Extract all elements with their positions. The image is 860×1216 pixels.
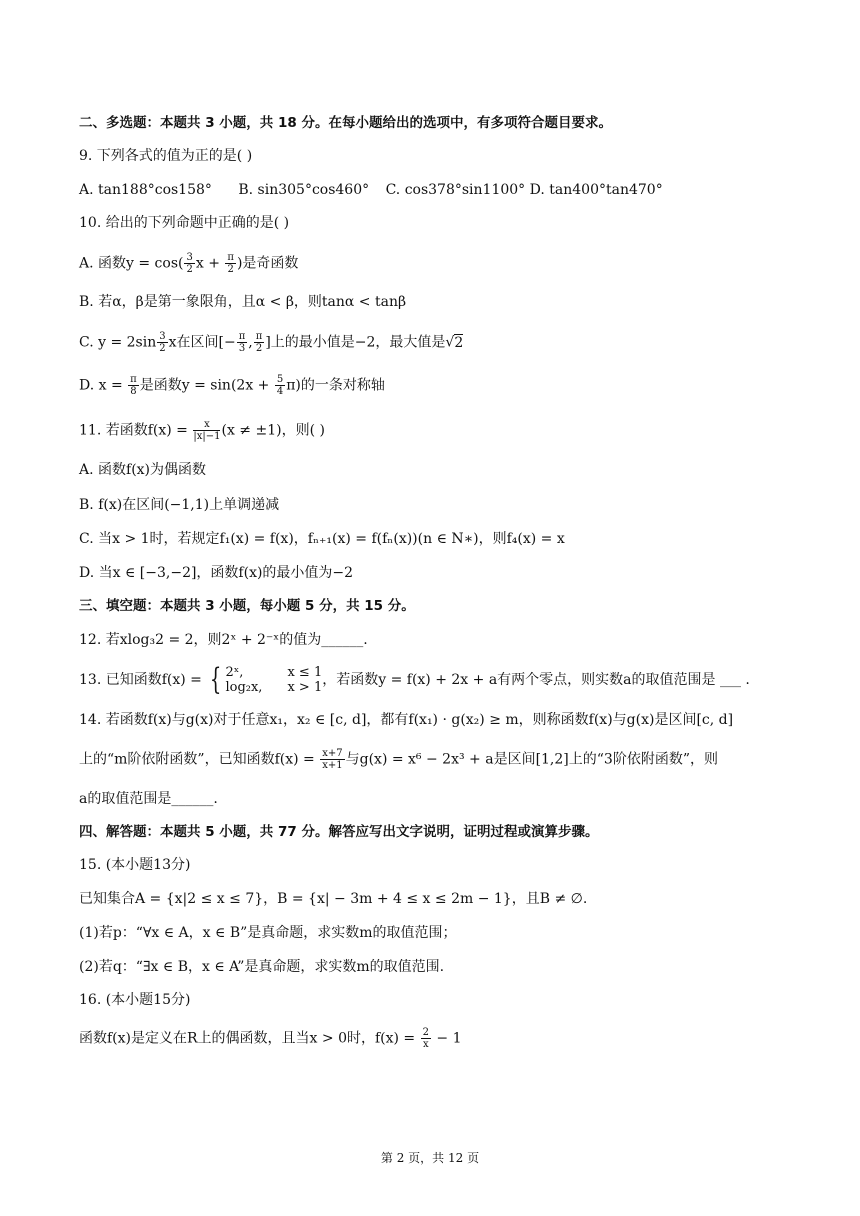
question-12: 12. 若xlog₃2 = 2，则2ˣ + 2⁻ˣ的值为______.	[79, 632, 368, 648]
text: 11. 若函数f(x) =	[79, 422, 193, 439]
text: D. x =	[79, 377, 128, 394]
text: 是函数y = sin(2x +	[139, 377, 274, 394]
denominator: 8	[130, 386, 137, 397]
text: 上的“m阶依附函数”，已知函数f(x) =	[79, 751, 320, 768]
text: 13. 已知函数f(x) =	[79, 672, 207, 688]
question-10-option-b: B. 若α，β是第一象限角，且α < β，则tanα < tanβ	[79, 294, 407, 310]
numerator: π	[227, 252, 234, 263]
question-13	[79, 662, 750, 697]
denominator: 2	[227, 264, 234, 275]
fraction	[128, 374, 139, 397]
question-15-given: 已知集合A = {x|2 ≤ x ≤ 7}，B = {x| − 3m + 4 ≤ x ≤ 2m − 1}，且B ≠ ∅.	[79, 891, 588, 907]
radicand: 2	[454, 334, 464, 351]
numerator: π	[255, 331, 263, 342]
question-14-line-2	[79, 748, 718, 771]
denominator: 3	[238, 343, 246, 354]
question-11-option-b: B. f(x)在区间(−1,1)上单调递减	[79, 497, 280, 513]
question-16-given	[79, 1027, 462, 1050]
piecewise-brace: {	[210, 662, 222, 697]
question-15-part-1: (1)若p：“∀x ∈ A，x ∈ B”是真命题，求实数m的取值范围；	[79, 925, 457, 941]
text: A. 函数y = cos(	[79, 255, 184, 272]
numerator: 2	[422, 1027, 429, 1038]
fraction	[157, 331, 167, 354]
text: x在区间[−	[168, 334, 236, 351]
case-condition: x ≤ 1	[287, 665, 323, 680]
question-14-line-1: 14. 若函数f(x)与g(x)对于任意x₁，x₂ ∈ [c, d]，都有f(x₁) · g(x₂) ≥ m，则称函数f(x)与g(x)是区间[c, d]	[79, 712, 734, 728]
denominator: |x|−1	[193, 431, 221, 442]
option-d: D. tan400°tan470°	[529, 182, 663, 198]
fraction	[254, 331, 265, 354]
text: ]上的最小值是−2，最大值是√	[265, 334, 455, 351]
section-heading-multiple-choice: 二、多选题：本题共 3 小题，共 18 分。在每小题给出的选项中，有多项符合题目要求。	[79, 115, 612, 131]
text: x +	[195, 255, 225, 272]
text: (x ≠ ±1)，则( )	[221, 422, 325, 439]
numerator: 3	[186, 252, 193, 263]
denominator: 4	[276, 386, 284, 397]
option-c: C. cos378°sin1100°	[385, 182, 526, 198]
fraction	[421, 1027, 431, 1050]
question-10-stem: 10. 给出的下列命题中正确的是( )	[79, 215, 290, 231]
text: π)的一条对称轴	[286, 377, 385, 394]
question-9-options	[79, 180, 663, 200]
text: 与g(x) = x⁶ − 2x³ + a是区间[1,2]上的“3阶依附函数”，则	[345, 751, 718, 768]
denominator: x+1	[322, 760, 343, 771]
option-b: B. sin305°cos460°	[238, 182, 370, 198]
section-heading-fill-in: 三、填空题：本题共 3 小题，每小题 5 分，共 15 分。	[79, 598, 415, 614]
question-11-option-d: D. 当x ∈ [−3,−2]，函数f(x)的最小值为−2	[79, 565, 354, 581]
text: )是奇函数	[236, 255, 299, 272]
fraction	[193, 419, 220, 442]
denominator: 2	[159, 343, 166, 354]
fraction	[225, 252, 236, 275]
text: ,	[248, 334, 253, 351]
question-9-stem: 9. 下列各式的值为正的是( )	[79, 148, 253, 164]
numerator: x+7	[322, 748, 343, 759]
case-condition: x > 1	[287, 680, 323, 695]
page-footer: 第 2 页，共 12 页	[380, 1151, 480, 1165]
numerator: 3	[159, 331, 166, 342]
section-heading-solutions: 四、解答题：本题共 5 小题，共 77 分。解答应写出文字说明，证明过程或演算步骤。	[79, 824, 599, 840]
question-10-option-a	[79, 252, 298, 275]
fraction	[237, 331, 248, 354]
denominator: x	[422, 1039, 429, 1050]
question-10-option-d	[79, 374, 385, 397]
question-11-option-a: A. 函数f(x)为偶函数	[79, 462, 207, 478]
question-11-option-c: C. 当x > 1时，若规定f₁(x) = f(x)，fₙ₊₁(x) = f(fₙ(x))(n ∈ N∗)，则f₄(x) = x	[79, 531, 565, 547]
denominator: 2	[186, 264, 193, 275]
fraction	[320, 748, 344, 771]
fraction	[184, 252, 194, 275]
question-15-part-2: (2)若q：“∃x ∈ B，x ∈ A”是真命题，求实数m的取值范围.	[79, 959, 445, 975]
text: − 1	[431, 1030, 462, 1047]
numerator: π	[130, 374, 137, 385]
fraction	[275, 374, 285, 397]
text: 函数f(x)是定义在R上的偶函数，且当x > 0时，f(x) =	[79, 1030, 420, 1047]
text: ，若函数y = f(x) + 2x + a有两个零点，则实数a的取值范围是 ___ .	[322, 672, 750, 688]
case-value: log₂x,	[225, 680, 263, 695]
question-11-stem	[79, 419, 325, 442]
case-value: 2ˣ,	[225, 665, 244, 680]
question-16-title: 16. (本小题15分)	[79, 992, 191, 1008]
question-15-title: 15. (本小题13分)	[79, 857, 191, 873]
numerator: π	[238, 331, 246, 342]
numerator: 5	[276, 374, 284, 385]
denominator: 2	[255, 343, 263, 354]
piecewise-cases	[225, 665, 322, 695]
question-14-line-3: a的取值范围是______.	[79, 791, 218, 807]
numerator: x	[193, 419, 220, 431]
question-10-option-c	[79, 331, 463, 354]
text: C. y = 2sin	[79, 334, 157, 351]
option-a: A. tan188°cos158°	[79, 182, 212, 198]
